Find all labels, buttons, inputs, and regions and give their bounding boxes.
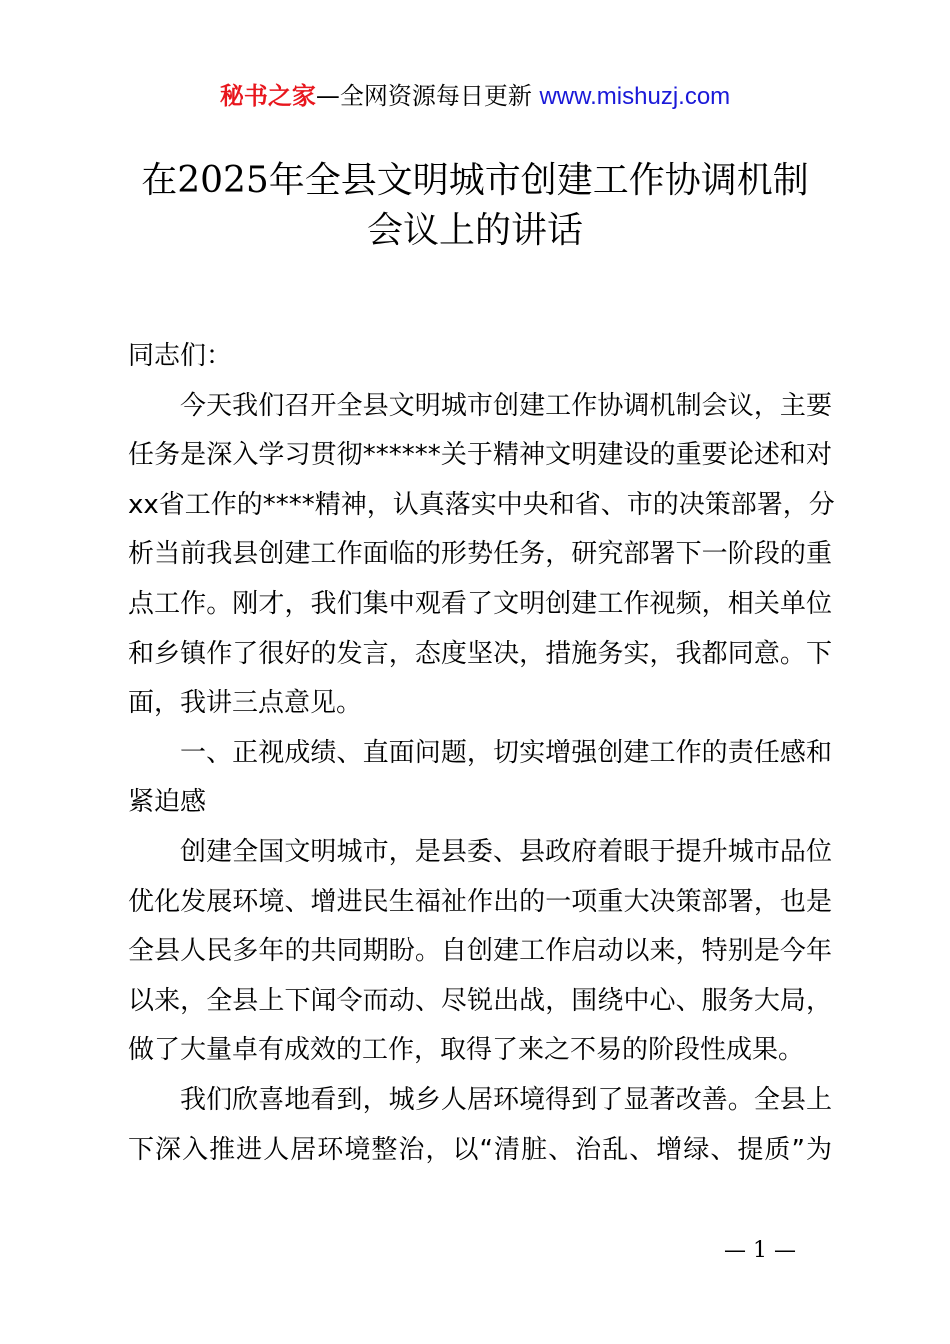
body-line: 全县人民多年的共同期盼。自创建工作启动以来，特别是今年 <box>128 936 832 967</box>
title-line-1: 在2025年全县文明城市创建工作协调机制 <box>141 160 809 201</box>
body-line: 点工作。刚才，我们集中观看了文明创建工作视频，相关单位 <box>128 588 832 619</box>
body-line: 以来，全县上下闻令而动、尽锐出战，围绕中心、服务大局， <box>128 985 832 1016</box>
body-line: 今天我们召开全县文明城市创建工作协调机制会议，主要 <box>180 390 832 421</box>
body-line: xx省工作的****精神，认真落实中央和省、市的决策部署，分 <box>128 489 835 520</box>
document-title <box>0 156 950 256</box>
body-line: 创建全国文明城市，是县委、县政府着眼于提升城市品位 <box>180 836 832 867</box>
site-url-link[interactable]: www.mishuzj.com <box>539 83 731 110</box>
greeting: 同志们： <box>128 341 233 371</box>
body-line: 做了大量卓有成效的工作，取得了来之不易的阶段性成果。 <box>128 1035 805 1066</box>
document-body <box>128 332 835 1175</box>
header-tagline: —全网资源每日更新 <box>315 82 532 110</box>
body-line: 优化发展环境、增进民生福祉作出的一项重大决策部署，也是 <box>128 886 832 917</box>
body-line: 面，我讲三点意见。 <box>128 688 363 719</box>
body-line: 任务是深入学习贯彻******关于精神文明建设的重要论述和对 <box>128 440 832 471</box>
section-heading-line: 一、正视成绩、直面问题，切实增强创建工作的责任感和 <box>180 737 832 768</box>
title-line-2: 会议上的讲话 <box>366 210 583 251</box>
site-header <box>0 78 950 115</box>
body-line: 我们欣喜地看到，城乡人居环境得到了显著改善。全县上 <box>180 1084 832 1115</box>
brand-name: 秘书之家 <box>219 82 316 110</box>
body-line: 和乡镇作了很好的发言，态度坚决，措施务实，我都同意。下 <box>128 638 832 669</box>
body-line: 析当前我县创建工作面临的形势任务，研究部署下一阶段的重 <box>128 539 832 570</box>
section-heading-line: 紧迫感 <box>128 787 207 818</box>
page-number: — 1 — <box>724 1238 796 1263</box>
body-line: 下深入推进人居环境整治，以“清脏、治乱、增绿、提质”为 <box>128 1134 832 1165</box>
